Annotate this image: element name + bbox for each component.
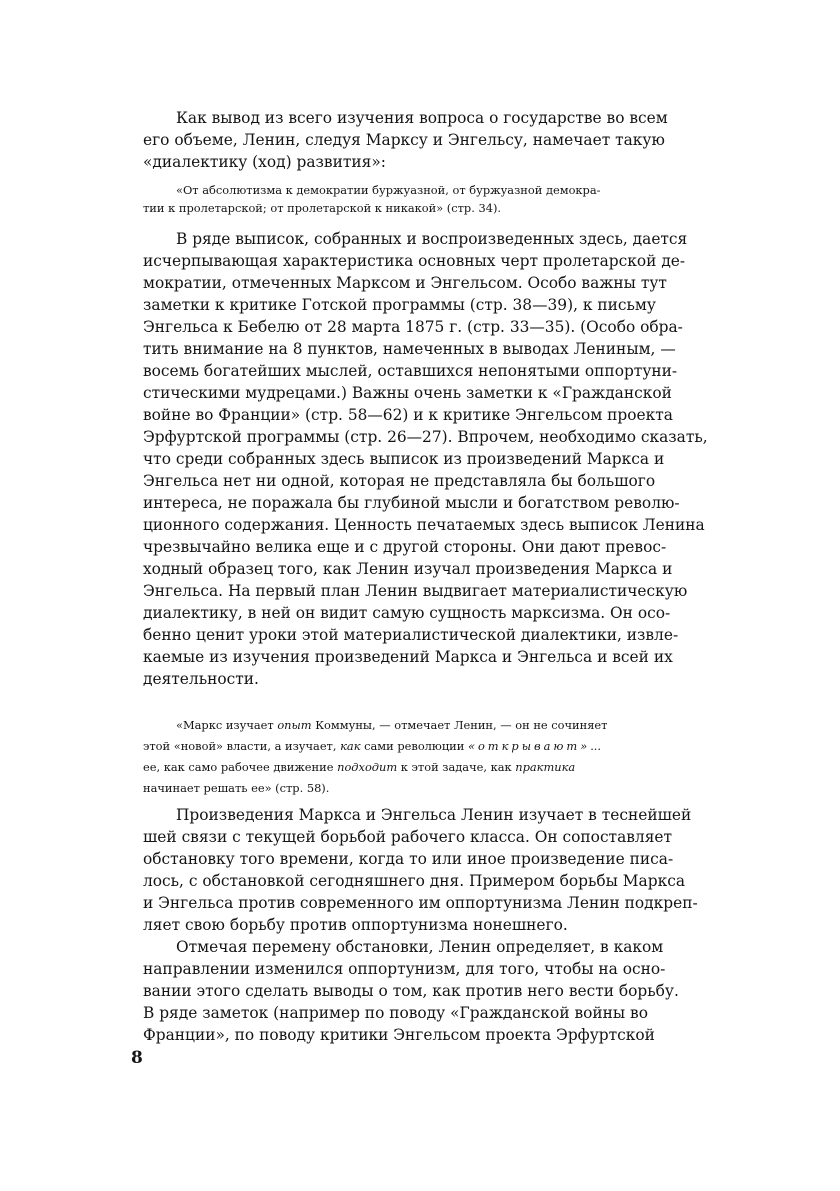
- text-line: интереса, не поражала бы глубиной мысли и богатством револю-: [143, 494, 680, 512]
- text-line: деятельности.: [143, 670, 259, 688]
- text-line: стическими мудрецами.) Важны очень заметки к «Гражданской: [143, 384, 672, 402]
- quote-line: тии к пролетарской; от пролетарской к никакой» (стр. 34).: [143, 201, 502, 215]
- text-line: диалектику, в ней он видит самую сущность марксизма. Он осо-: [143, 604, 671, 622]
- page-number: 8: [131, 1048, 143, 1068]
- quote-text: ...: [590, 739, 602, 753]
- text-line: обстановку того времени, когда то или иное произведение писа-: [143, 850, 674, 868]
- quote-line: [143, 760, 575, 774]
- quote-emphasis: как: [340, 739, 361, 753]
- text-line: Отмечая перемену обстановки, Ленин определяет, в каком: [176, 938, 664, 956]
- quote-text: этой «новой» власти, а изучает,: [143, 739, 341, 753]
- text-line: ционного содержания. Ценность печатаемых здесь выписок Ленина: [143, 516, 705, 534]
- quote-text: ее, как само рабочее движение: [143, 760, 338, 774]
- quote-spaced-emphasis: «открывают»: [467, 739, 591, 753]
- quote-text: к этой задаче, как: [397, 760, 516, 774]
- text-line: Франции», по поводу критики Энгельсом проекта Эрфуртской: [143, 1026, 655, 1044]
- quote-emphasis: опыт: [277, 718, 312, 732]
- text-line: В ряде выписок, собранных и воспроизведенных здесь, дается: [176, 230, 688, 248]
- text-line: В ряде заметок (например по поводу «Гражданской войны во: [143, 1004, 648, 1022]
- text-line: «диалектику (ход) развития»:: [143, 153, 386, 171]
- quote-line: начинает решать ее» (стр. 58).: [143, 781, 330, 795]
- text-line: что среди собранных здесь выписок из произведений Маркса и: [143, 450, 665, 468]
- text-line: направлении изменился оппортунизм, для того, чтобы на осно-: [143, 960, 666, 978]
- text-line: Энгельса. На первый план Ленин выдвигает материалистическую: [143, 582, 688, 600]
- text-line: Эрфуртской программы (стр. 26—27). Впрочем, необходимо сказать,: [143, 428, 708, 446]
- text-line: каемые из изучения произведений Маркса и Энгельса и всей их: [143, 648, 673, 666]
- text-line: чрезвычайно велика еще и с другой стороны. Они дают превос-: [143, 538, 667, 556]
- text-line: Произведения Маркса и Энгельса Ленин изучает в теснейшей: [176, 806, 692, 824]
- text-line: исчерпывающая характеристика основных черт пролетарской де-: [143, 252, 686, 270]
- text-line: восемь богатейших мыслей, оставшихся непонятыми оппортуни-: [143, 362, 678, 380]
- quote-text: Коммуны, — отмечает Ленин, — он не сочиняет: [311, 718, 608, 732]
- quote-emphasis: практика: [515, 760, 576, 774]
- text-line: ляет свою борьбу против оппортунизма нонешнего.: [143, 916, 568, 934]
- text-line: шей связи с текущей борьбой рабочего класса. Он сопоставляет: [143, 828, 673, 846]
- text-line: бенно ценит уроки этой материалистической диалектики, извле-: [143, 626, 679, 644]
- text-line: Энгельса нет ни одной, которая не представляла бы большого: [143, 472, 656, 490]
- quote-emphasis: подходит: [337, 760, 398, 774]
- quote-line: [143, 739, 601, 753]
- text-line: войне во Франции» (стр. 58—62) и к критике Энгельсом проекта: [143, 406, 673, 424]
- text-line: тить внимание на 8 пунктов, намеченных в выводах Лениным, —: [143, 340, 676, 358]
- quote-line: [176, 718, 607, 732]
- text-line: заметки к критике Готской программы (стр. 38—39), к письму: [143, 296, 656, 314]
- text-line: Как вывод из всего изучения вопроса о государстве во всем: [176, 109, 668, 127]
- text-line: мократии, отмеченных Марксом и Энгельсом. Особо важны тут: [143, 274, 667, 292]
- quote-text: «Маркс изучает: [176, 718, 278, 732]
- text-line: лось, с обстановкой сегодняшнего дня. Примером борьбы Маркса: [143, 872, 685, 890]
- text-line: ходный образец того, как Ленин изучал произведения Маркса и: [143, 560, 673, 578]
- quote-text: сами революции: [360, 739, 468, 753]
- quote-line: «От абсолютизма к демократии буржуазной, от буржуазной демокра-: [176, 183, 601, 197]
- text-line: вании этого сделать выводы о том, как против него вести борьбу.: [143, 982, 679, 1000]
- text-line: его объеме, Ленин, следуя Марксу и Энгельсу, намечает такую: [143, 131, 665, 149]
- text-line: и Энгельса против современного им оппортунизма Ленин подкреп-: [143, 894, 698, 912]
- text-line: Энгельса к Бебелю от 28 марта 1875 г. (стр. 33—35). (Особо обра-: [143, 318, 683, 336]
